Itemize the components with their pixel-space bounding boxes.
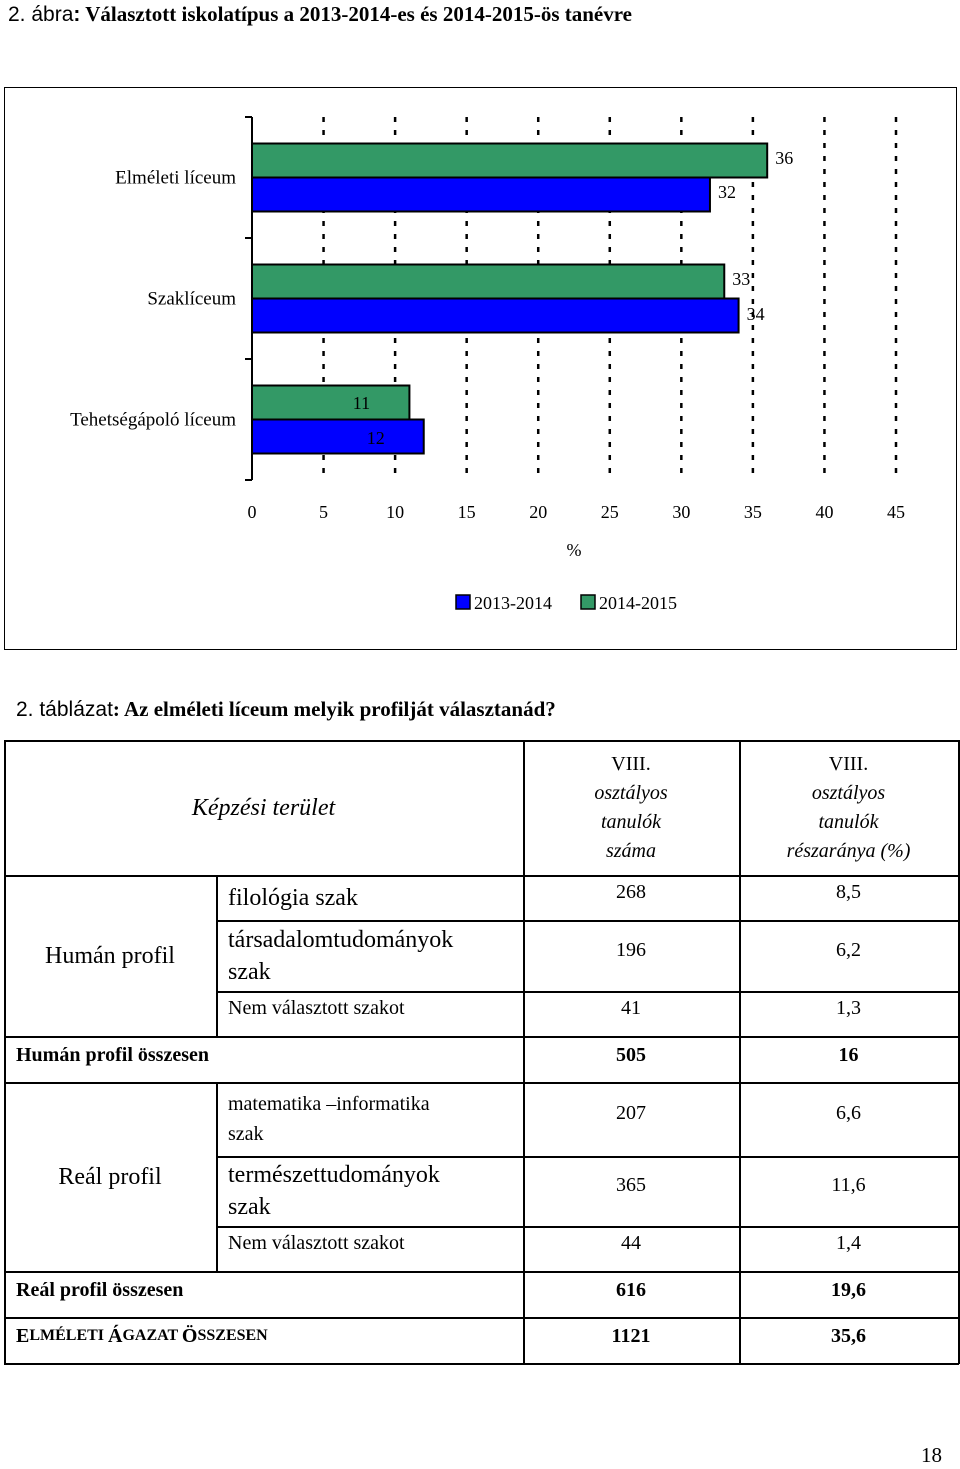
- header-count-line3: tanulók: [601, 810, 661, 833]
- legend-label-2014-2015: 2014-2015: [599, 593, 677, 613]
- real-row-2-label-line1: természettudományok: [228, 1162, 440, 1188]
- bar-chart-svg: [5, 88, 958, 651]
- bar-chart: [4, 87, 957, 650]
- x-tick-label: 15: [457, 502, 476, 522]
- data-label-2013-2014: 34: [746, 304, 765, 324]
- real-row-3-share: 1,4: [836, 1232, 861, 1254]
- header-count: [523, 740, 739, 875]
- bar-2013-2014: [252, 299, 739, 333]
- real-row-3-count: 44: [621, 1232, 641, 1254]
- human-total-count: 505: [616, 1043, 646, 1066]
- x-tick-label: 20: [529, 502, 548, 522]
- legend-swatch-2013-2014: [456, 595, 470, 609]
- real-row-3-label: Nem választott szakot: [228, 1232, 405, 1254]
- header-share-line3: tanulók: [818, 810, 879, 833]
- legend-swatch-2014-2015: [581, 595, 595, 609]
- figure-caption-colon: :: [73, 3, 81, 26]
- figure-caption-prefix: 2. ábra: [8, 3, 74, 26]
- bar-2014-2015: [252, 144, 767, 178]
- legend-label-2013-2014: 2013-2014: [474, 593, 552, 613]
- header-share-line4: részaránya (%): [786, 839, 911, 862]
- real-row-1-count: 207: [616, 1101, 646, 1124]
- real-row-2-label-line2: szak: [228, 1194, 271, 1220]
- human-row-2-count: 196: [616, 938, 646, 961]
- x-tick-label: 40: [815, 502, 834, 522]
- x-axis-label: %: [566, 540, 582, 560]
- human-row-2-label-line1: társadalomtudományok: [228, 926, 454, 953]
- real-row-1-label-line1: matematika –informatika: [228, 1093, 430, 1115]
- human-row-2-label-line2: szak: [228, 958, 271, 985]
- x-tick-label: 10: [386, 502, 405, 522]
- data-label-2014-2015: 36: [775, 148, 794, 168]
- data-label-2013-2014: 12: [366, 428, 385, 448]
- real-total-count: 616: [616, 1278, 646, 1301]
- category-label: Tehetségápoló líceum: [70, 409, 236, 431]
- real-total-share: 19,6: [831, 1278, 866, 1301]
- x-tick-label: 45: [887, 502, 905, 522]
- grand-total-share: 35,6: [831, 1324, 866, 1347]
- data-label-2014-2015: 11: [352, 393, 371, 413]
- table-caption: [16, 697, 556, 722]
- bar-2014-2015: [252, 386, 409, 420]
- real-total-label: Reál profil összesen: [16, 1278, 184, 1301]
- header-count-line4: száma: [605, 839, 656, 862]
- real-row-2-label: [228, 1156, 523, 1226]
- human-row-3-label: Nem választott szakot: [228, 997, 405, 1019]
- header-share: [739, 740, 958, 875]
- category-label: Szaklíceum: [147, 288, 236, 310]
- human-row-3-share: 1,3: [836, 997, 861, 1019]
- x-tick-label: 35: [743, 502, 762, 522]
- x-tick-label: 0: [247, 502, 257, 522]
- header-area: Képzési terület: [191, 794, 336, 821]
- header-share-line1: VIII.: [828, 752, 869, 775]
- data-label-2013-2014: 32: [717, 182, 736, 202]
- real-row-2-count: 365: [616, 1173, 646, 1196]
- real-row-1-label-line2: szak: [228, 1123, 264, 1145]
- x-tick-label: 25: [600, 502, 619, 522]
- x-tick-label: 5: [319, 502, 329, 522]
- real-profile-label: Reál profil: [58, 1163, 162, 1190]
- grand-total-label: E LMÉLETI Á GAZAT Ö SSZESEN: [16, 1324, 268, 1347]
- real-row-1-share: 6,6: [836, 1101, 861, 1124]
- table-caption-title: Az elméleti líceum melyik profilját választanád?: [119, 697, 556, 721]
- grand-total-count: 1121: [611, 1324, 651, 1347]
- human-row-2-label: [228, 920, 523, 991]
- figure-caption: [8, 2, 632, 27]
- human-total-label: Humán profil összesen: [16, 1043, 209, 1066]
- human-total-share: 16: [838, 1043, 859, 1066]
- human-row-3-count: 41: [621, 997, 641, 1019]
- category-label: Elméleti líceum: [115, 167, 236, 189]
- human-row-1-share: 8,5: [836, 881, 861, 903]
- human-row-1-label: filológia szak: [228, 884, 358, 911]
- x-tick-label: 30: [672, 502, 691, 522]
- table-caption-colon: :: [112, 697, 120, 721]
- real-row-1-label: [228, 1082, 523, 1156]
- figure-caption-title: Választott iskolatípus a 2013-2014-es és 2014-2015-ös tanévre: [80, 2, 632, 26]
- bar-2013-2014: [252, 420, 424, 454]
- human-row-1-count: 268: [616, 881, 646, 903]
- bar-2013-2014: [252, 178, 710, 212]
- header-count-line2: osztályos: [594, 781, 668, 804]
- real-row-2-share: 11,6: [831, 1173, 866, 1196]
- bar-2014-2015: [252, 265, 724, 299]
- header-share-line2: osztályos: [811, 781, 886, 804]
- human-row-2-share: 6,2: [836, 938, 861, 961]
- page-number: 18: [921, 1443, 942, 1467]
- header-count-line1: VIII.: [611, 752, 651, 775]
- table-caption-prefix: 2. táblázat: [16, 698, 113, 721]
- data-label-2014-2015: 33: [732, 269, 751, 289]
- human-profile-label: Humán profil: [45, 942, 175, 969]
